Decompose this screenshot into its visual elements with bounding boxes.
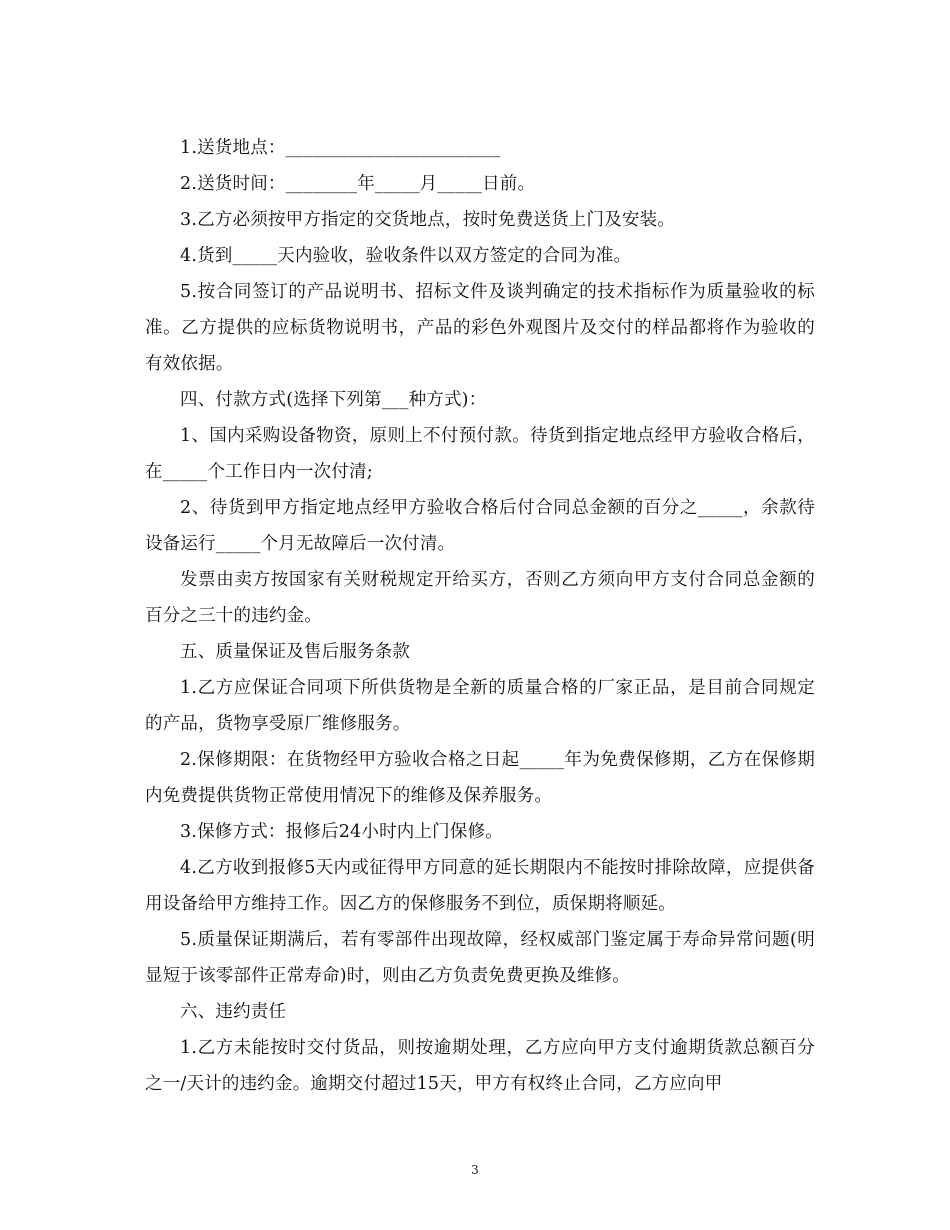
- paragraph-payment-option-2: 2、待货到甲方指定地点经甲方验收合格后付合同总金额的百分之_____，余款待设备运行_____个月无故障后一次付清。: [145, 498, 815, 554]
- paragraph-warranty-expiry: 5.质量保证期满后，若有零部件出现故障，经权威部门鉴定属于寿命异常问题(明显短于该零部件正常寿命)时，则由乙方负责免费更换及维修。: [145, 930, 815, 986]
- paragraph-payment-option-1: 1、国内采购设备物资，原则上不付预付款。待货到指定地点经甲方验收合格后，在_____个工作日内一次付清;: [145, 426, 815, 482]
- section-heading-liability: 六、违约责任: [180, 1002, 287, 1022]
- section-heading-payment: 四、付款方式(选择下列第___种方式)：: [180, 390, 487, 410]
- section-heading-warranty: 五、质量保证及售后服务条款: [180, 642, 411, 662]
- paragraph-delivery-install: 3.乙方必须按甲方指定的交货地点，按时免费送货上门及安装。: [180, 210, 675, 230]
- paragraph-warranty-genuine: 1.乙方应保证合同项下所供货物是全新的质量合格的厂家正品，是目前合同规定的产品，货物享受原厂维修服务。: [145, 678, 815, 734]
- paragraph-acceptance-standard: 5.按合同签订的产品说明书、招标文件及谈判确定的技术指标作为质量验收的标准。乙方提供的应标货物说明书，产品的彩色外观图片及交付的样品都将作为验收的有效依据。: [145, 282, 815, 374]
- paragraph-acceptance-days: 4.货到_____天内验收，验收条件以双方签定的合同为准。: [180, 246, 632, 266]
- page-number: 3: [471, 1163, 479, 1177]
- paragraph-liability-late-delivery: 1.乙方未能按时交付货品，则按逾期处理，乙方应向甲方支付逾期货款总额百分之一/天计的违约金。逾期交付超过15天，甲方有权终止合同，乙方应向甲: [145, 1038, 815, 1094]
- paragraph-invoice: 发票由卖方按国家有关财税规定开给买方，否则乙方须向甲方支付合同总金额的百分之三十的违约金。: [145, 570, 815, 626]
- paragraph-delivery-time: 2.送货时间：________年_____月_____日前。: [180, 174, 536, 194]
- paragraph-warranty-method: 3.保修方式：报修后24小时内上门保修。: [180, 822, 503, 842]
- paragraph-warranty-backup: 4.乙方收到报修5天内或征得甲方同意的延长期限内不能按时排除故障，应提供备用设备给甲方维持工作。因乙方的保修服务不到位，质保期将顺延。: [145, 858, 815, 914]
- paragraph-delivery-location: 1.送货地点：________________________: [180, 138, 501, 158]
- document-body: [145, 130, 815, 1102]
- paragraph-warranty-period: 2.保修期限：在货物经甲方验收合格之日起_____年为免费保修期，乙方在保修期内免费提供货物正常使用情况下的维修及保养服务。: [145, 750, 815, 806]
